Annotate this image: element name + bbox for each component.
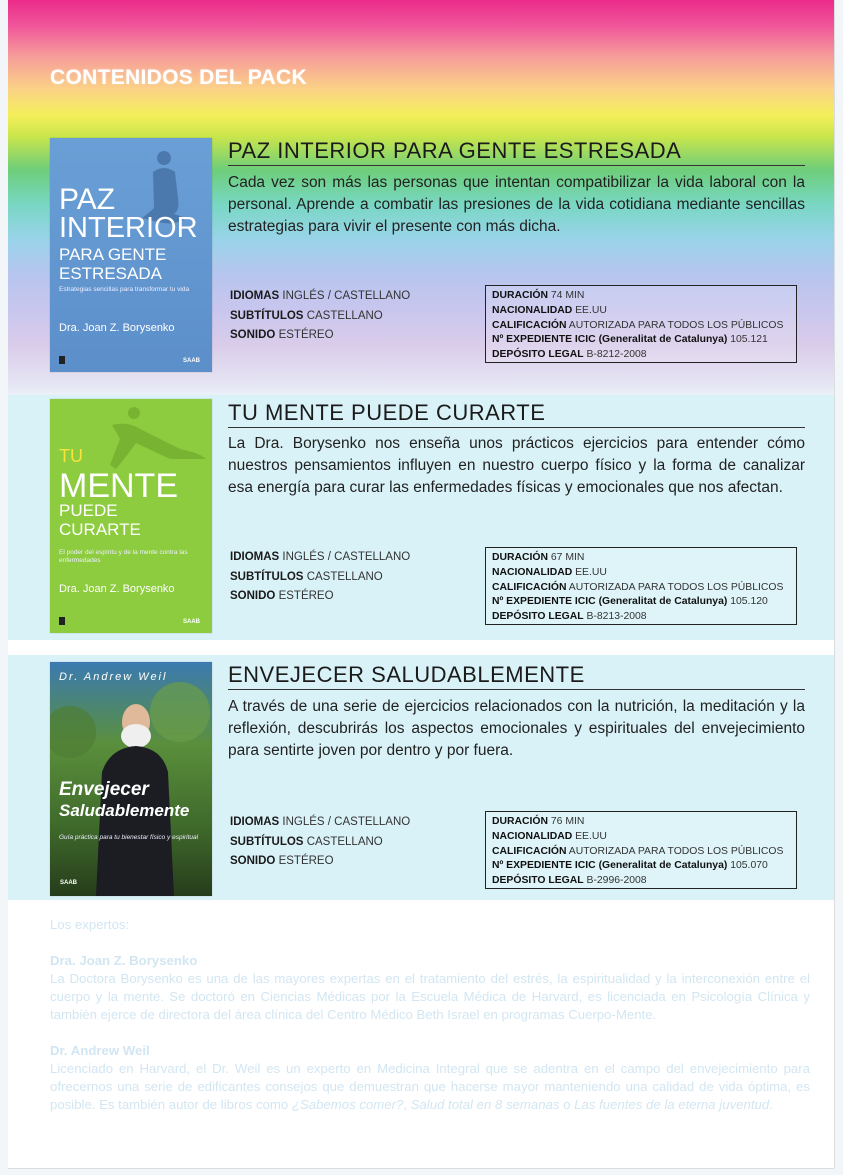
product-description: La Dra. Borysenko nos enseña unos prácticos ejercicios para entender cómo nuestros pensamientos influyen en nuestro cuerpo físico y la forma de canalizar esa energía para curar las enfermedades físicas y emocionales que nos afectan. (228, 435, 805, 496)
tech-label: DEPÓSITO LEGAL (492, 611, 584, 623)
tech-label: DEPÓSITO LEGAL (492, 875, 584, 887)
tech-value: 67 MIN (550, 552, 585, 563)
spec-value: ESTÉREO (278, 855, 334, 867)
tech-label: CALIFICACIÓN (492, 319, 567, 331)
spec-value: ESTÉREO (278, 590, 334, 602)
cover-paz-interior (50, 138, 212, 372)
cover-title-line: ESTRESADA (59, 264, 162, 283)
tech-value: AUTORIZADA PARA TODOS LOS PÚBLICOS (568, 581, 784, 593)
expert-bio (50, 1060, 810, 1114)
tech-value: 105.070 (730, 860, 768, 872)
cover-title-line: PARA GENTE (59, 245, 167, 264)
tech-value: AUTORIZADA PARA TODOS LOS PÚBLICOS (568, 845, 784, 857)
cover-title-line: PUEDE (59, 501, 118, 520)
spec-value: INGLÉS / CASTELLANO (282, 290, 411, 302)
product-description: A través de una serie de ejercicios relacionados con la nutrición, la meditación y la reflexión, descubrirás los aspectos emocionales y espirituales del envejecimiento para sentirte joven por dentro y por fuera. (228, 698, 805, 759)
expert-name: Dra. Joan Z. Borysenko (50, 953, 198, 968)
tech-value: 76 MIN (550, 816, 585, 827)
product-description: Cada vez son más las personas que intentan compatibilizar la vida laboral con la personal. Aprende a combatir las presiones de la vida cotidiana mediante sencillas estrategias para vivir el presente con más dicha. (228, 174, 805, 235)
product-specs (230, 813, 410, 872)
cover-publisher: SAAB (60, 880, 78, 886)
cover-title-line: Saludablemente (59, 801, 190, 820)
tech-label: NACIONALIDAD (492, 566, 573, 578)
experts-section (50, 916, 810, 1114)
section-title: CONTENIDOS DEL PACK (50, 66, 307, 89)
spec-label: IDIOMAS (230, 816, 280, 828)
bio-separator: , (403, 1097, 411, 1112)
cover-author: Dra. Joan Z. Borysenko (59, 322, 175, 334)
tech-value: AUTORIZADA PARA TODOS LOS PÚBLICOS (568, 319, 784, 331)
cover-title-line: CURARTE (59, 520, 141, 539)
product-title: TU MENTE PUEDE CURARTE (228, 400, 805, 428)
spec-label: SUBTÍTULOS (230, 570, 304, 583)
expert-name: Dr. Andrew Weil (50, 1043, 150, 1058)
spec-label: IDIOMAS (230, 290, 280, 302)
tech-label: DEPÓSITO LEGAL (492, 349, 584, 361)
tech-label: NACIONALIDAD (492, 304, 573, 316)
cover-title-line: INTERIOR (59, 212, 198, 244)
spec-label: SONIDO (230, 590, 276, 602)
experts-heading: Los expertos: (50, 917, 130, 932)
bio-end: . (769, 1097, 773, 1112)
cover-title-line: PAZ (59, 183, 116, 216)
tech-label: Nº EXPEDIENTE ICIC (Generalitat de Catalunya) (492, 334, 728, 346)
spec-label: SUBTÍTULOS (230, 309, 304, 322)
product-title: ENVEJECER SALUDABLEMENTE (228, 662, 805, 690)
cover-title-line: Envejecer (59, 779, 149, 800)
cover-publisher: SAAB (182, 358, 200, 364)
tech-label: DURACIÓN (492, 816, 548, 827)
tech-label: Nº EXPEDIENTE ICIC (Generalitat de Catalunya) (492, 596, 728, 608)
bio-separator: o (559, 1097, 575, 1112)
publisher-logo-icon (59, 356, 65, 364)
tech-value: B-2996-2008 (586, 875, 647, 887)
tech-value: 105.120 (730, 596, 768, 608)
tech-info-box (485, 811, 797, 889)
tech-label: NACIONALIDAD (492, 830, 573, 842)
tech-label: DURACIÓN (492, 552, 548, 563)
expert-bio: La Doctora Borysenko es una de las mayores expertas en el tratamiento del estrés, la espiritualidad y la interconexión entre el cuerpo y la mente. Se doctoró en Ciencias Médicas por la Escuela Médica de Harvard, es licenciada en Psicología Clínica y también ejerce de directora del área clínica del Centro Médico Beth Israel en programas Cuerpo-Mente. (50, 971, 810, 1022)
book-title: Salud total en 8 semanas (410, 1097, 560, 1112)
spec-value: ESTÉREO (278, 329, 334, 341)
cover-envejecer (50, 662, 212, 896)
tech-label: DURACIÓN (492, 290, 548, 301)
tech-info-box (485, 547, 797, 625)
tech-label: CALIFICACIÓN (492, 845, 567, 857)
book-title: ¿Sabemos comer? (291, 1097, 404, 1112)
cover-author: Dr. Andrew Weil (59, 671, 168, 683)
product-title: PAZ INTERIOR PARA GENTE ESTRESADA (228, 138, 805, 166)
expert-bio-text: Licenciado en Harvard, el Dr. Weil es un experto en Medicina Integral que se adentra en el campo del envejecimiento para ofrecernos una serie de edificantes consejos que demuestran que hacerse mayor manteniendo una calidad de vida óptima, es posible. Es también autor de libros como (50, 1061, 810, 1112)
spec-value: INGLÉS / CASTELLANO (282, 816, 411, 828)
spec-label: SUBTÍTULOS (230, 835, 304, 848)
book-title: Las fuentes de la eterna juventud (574, 1097, 770, 1112)
tech-label: CALIFICACIÓN (492, 581, 567, 593)
spec-value: CASTELLANO (306, 570, 383, 583)
cover-subtitle: El poder del espíritu y de la mente contra las enfermedades (59, 549, 188, 564)
cover-publisher: SAAB (182, 619, 200, 625)
cover-author: Dra. Joan Z. Borysenko (59, 583, 175, 595)
spec-value: CASTELLANO (306, 835, 383, 848)
pack-back-cover (8, 0, 834, 1168)
cover-title-line: MENTE (59, 467, 178, 505)
product-specs (230, 287, 410, 346)
product-specs (230, 548, 410, 607)
tech-value: B-8212-2008 (586, 349, 647, 361)
tech-value: 105.121 (730, 334, 768, 346)
spec-label: SONIDO (230, 855, 276, 867)
tech-value: B-8213-2008 (586, 611, 647, 623)
spec-value: INGLÉS / CASTELLANO (282, 551, 411, 563)
cover-tu-mente (50, 399, 212, 633)
spec-label: SONIDO (230, 329, 276, 341)
tech-info-box (485, 285, 797, 363)
spec-label: IDIOMAS (230, 551, 280, 563)
cover-subtitle: Estrategias sencillas para transformar tu vida (59, 286, 190, 293)
tech-value: EE.UU (575, 304, 607, 316)
cover-subtitle: Guía práctica para tu bienestar físico y espiritual (59, 834, 199, 841)
cover-title-line: TU (59, 446, 83, 466)
tech-value: EE.UU (575, 566, 607, 578)
tech-value: 74 MIN (550, 290, 585, 301)
tech-value: EE.UU (575, 830, 607, 842)
publisher-logo-icon (59, 617, 65, 625)
tech-label: Nº EXPEDIENTE ICIC (Generalitat de Catalunya) (492, 860, 728, 872)
spec-value: CASTELLANO (306, 309, 383, 322)
